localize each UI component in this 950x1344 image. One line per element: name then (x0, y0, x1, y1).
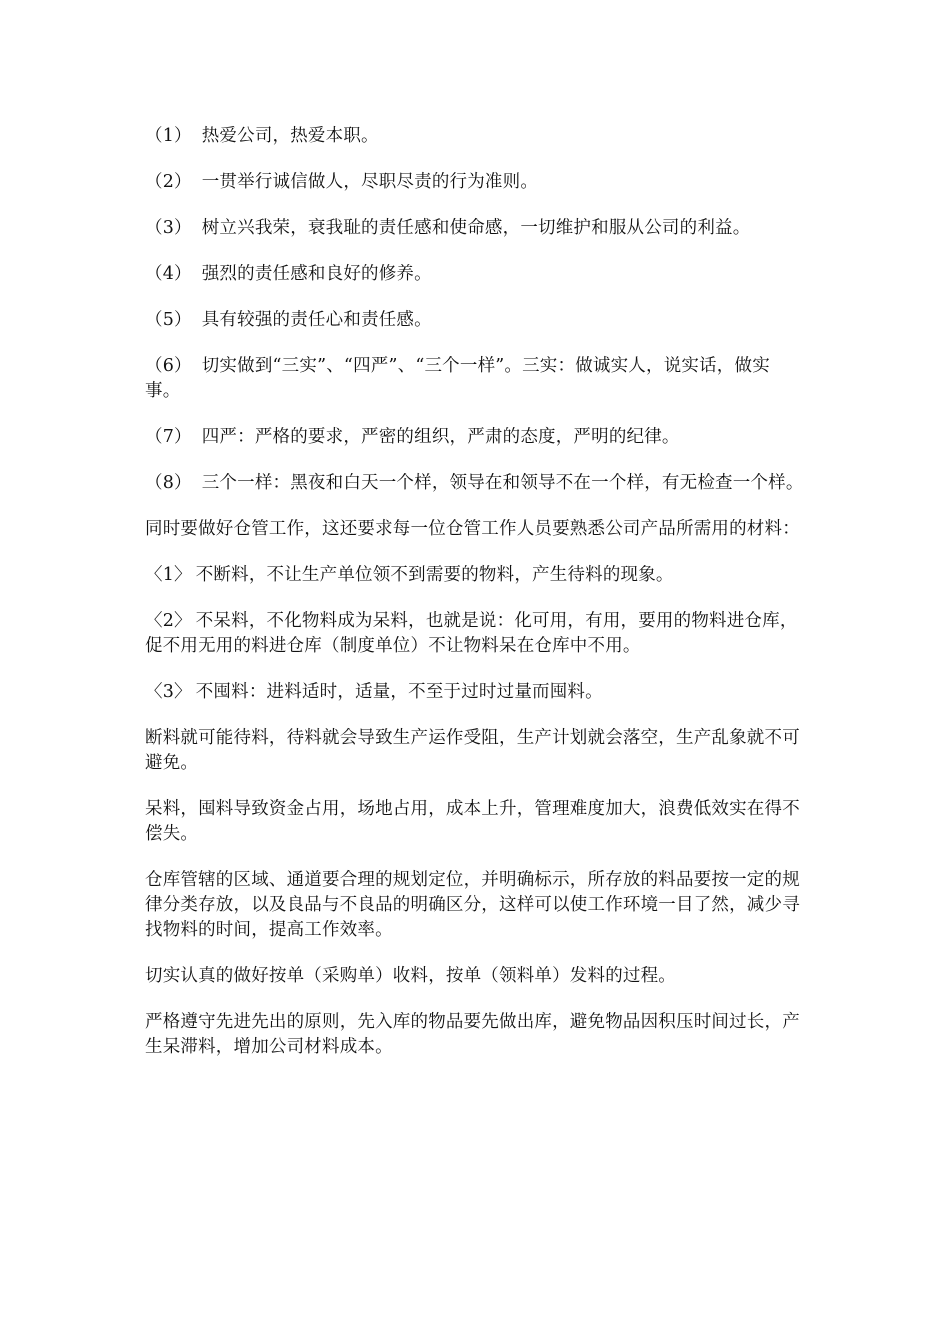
item-text: 四严：严格的要求，严密的组织，严肃的态度，严明的纪律。 (201, 427, 680, 447)
item-text: 不囤料：进料适时，适量，不至于过时过量而囤料。 (195, 682, 603, 702)
numbered-item-3 (145, 216, 805, 241)
item-number: （2） (145, 172, 192, 192)
item-number: （1） (145, 126, 192, 146)
item-number: （3） (145, 218, 192, 238)
numbered-item-5 (145, 308, 805, 333)
item-number: （6） (145, 356, 192, 376)
item-text: 具有较强的责任心和责任感。 (201, 310, 432, 330)
closing-paragraph-3: 仓库管辖的区域、通道要合理的规划定位，并明确标示，所存放的料品要按一定的规律分类存放，以及良品与不良品的明确区分，这样可以使工作环境一目了然，减少寻找物料的时间，提高工作效率。 (145, 870, 800, 940)
item-text: 不呆料，不化物料成为呆料，也就是说：化可用，有用，要用的物料进仓库，促不用无用的料进仓库（制度单位）不让物料呆在仓库中不用。 (145, 611, 798, 656)
item-number: 〈1〉 (145, 565, 192, 585)
item-text: 不断料，不让生产单位领不到需要的物料，产生待料的现象。 (195, 565, 674, 585)
closing-paragraph-5: 严格遵守先进先出的原则，先入库的物品要先做出库，避免物品因积压时间过长，产生呆滞料，增加公司材料成本。 (145, 1012, 800, 1057)
numbered-item-8 (145, 471, 805, 496)
numbered-item-4 (145, 262, 805, 287)
material-item-1 (145, 563, 805, 588)
material-item-3 (145, 680, 805, 705)
document-page (145, 124, 805, 1081)
numbered-item-2 (145, 170, 805, 195)
item-text: 热爱公司，热爱本职。 (201, 126, 379, 146)
item-number: 〈3〉 (145, 682, 192, 702)
intro-paragraph: 同时要做好仓管工作，这还要求每一位仓管工作人员要熟悉公司产品所需用的材料： (145, 519, 800, 539)
item-text: 切实做到“三实”、“四严”、“三个一样”。三实：做诚实人，说实话，做实事。 (145, 356, 770, 401)
item-text: 一贯举行诚信做人，尽职尽责的行为准则。 (201, 172, 539, 192)
item-number: （5） (145, 310, 192, 330)
item-number: （4） (145, 264, 192, 284)
item-number: （7） (145, 427, 192, 447)
material-item-2 (145, 609, 805, 659)
item-text: 树立兴我荣，衰我耻的责任感和使命感，一切维护和服从公司的利益。 (201, 218, 751, 238)
closing-paragraph-1: 断料就可能待料，待料就会导致生产运作受阻，生产计划就会落空，生产乱象就不可避免。 (145, 728, 800, 773)
closing-paragraph-2: 呆料，囤料导致资金占用，场地占用，成本上升，管理难度加大，浪费低效实在得不偿失。 (145, 799, 800, 844)
numbered-item-7 (145, 425, 805, 450)
item-text: 强烈的责任感和良好的修养。 (201, 264, 432, 284)
closing-paragraph-4: 切实认真的做好按单（采购单）收料，按单（领料单）发料的过程。 (145, 966, 676, 986)
item-number: （8） (145, 473, 192, 493)
numbered-item-1 (145, 124, 805, 149)
item-number: 〈2〉 (145, 611, 192, 631)
item-text: 三个一样：黑夜和白天一个样，领导在和领导不在一个样，有无检查一个样。 (201, 473, 804, 493)
numbered-item-6 (145, 354, 805, 404)
